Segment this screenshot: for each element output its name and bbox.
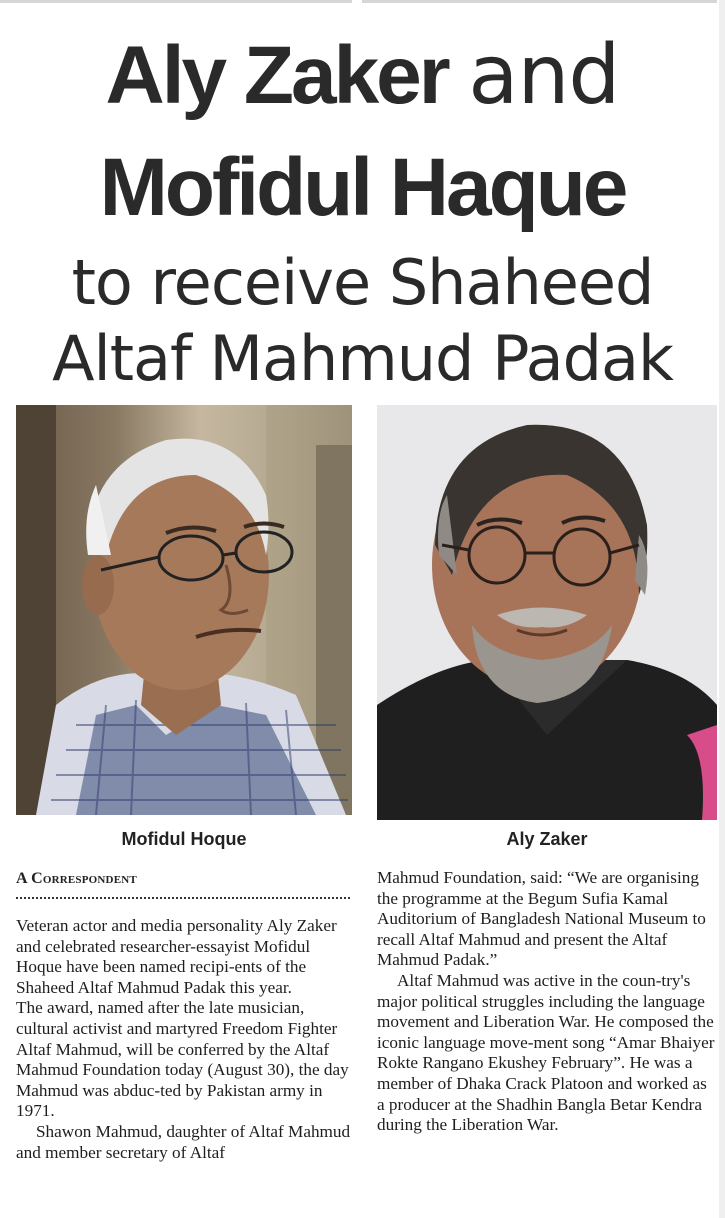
portrait-illustration-left <box>16 405 352 815</box>
top-rule-left <box>0 0 352 3</box>
headline-line-3: to receive Shaheed <box>71 246 654 319</box>
headline-name-aly-zaker: Aly Zaker <box>105 30 448 121</box>
headline-line-4: Altaf Mahmud Padak <box>52 322 673 395</box>
article-paragraph: Veteran actor and media personality Aly Zaker and celebrated researcher-essayist Mofidul Hoque have been named recipi-ents of the Shaheed Altaf Mahmud Padak this year. <box>16 916 337 997</box>
article-paragraph: Mahmud Foundation, said: “We are organising the programme at the Begum Sufia Kamal Auditorium of Bangladesh National Museum to recall Altaf Mahmud and present the Altaf Mahmud Padak.” <box>377 868 706 970</box>
photo-caption-aly-zaker: Aly Zaker <box>506 829 588 849</box>
article-paragraph: The award, named after the late musician, cultural activist and martyred Freedom Fighter Altaf Mahmud, will be conferred by the Altaf Mahmud Foundation today (August 30), the day Mahmud was abduc-ted by Pakistan army in 1971. <box>16 998 349 1121</box>
photo-aly-zaker <box>377 405 717 820</box>
article-column-right <box>377 868 717 1136</box>
headline-and: and <box>468 28 620 123</box>
photo-mofidul-hoque <box>16 405 352 815</box>
article-column-left <box>16 916 354 1163</box>
photo-caption-mofidul-hoque: Mofidul Hoque <box>121 829 247 849</box>
article-paragraph: Shawon Mahmud, daughter of Altaf Mahmud and member secretary of Altaf <box>16 1121 351 1162</box>
byline-dotted-rule <box>16 897 350 899</box>
headline-line-1 <box>0 28 725 124</box>
portrait-illustration-right <box>377 405 717 820</box>
page-edge <box>719 0 725 1218</box>
top-rule-right <box>362 0 717 3</box>
article-paragraph: Altaf Mahmud was active in the coun-try's major political struggles including the language movement and Liberation War. He composed the iconic language move-ment song “Amar Bhaiyer Rokte Rangano Ekushey February”. He was a member of Dhaka Crack Platoon and worked as a producer at the Shadhin Bangla Betar Kendra during the Liberation War. <box>377 970 715 1135</box>
headline-name-mofidul-haque: Mofidul Haque <box>99 142 626 233</box>
byline: A Correspondent <box>16 870 137 887</box>
